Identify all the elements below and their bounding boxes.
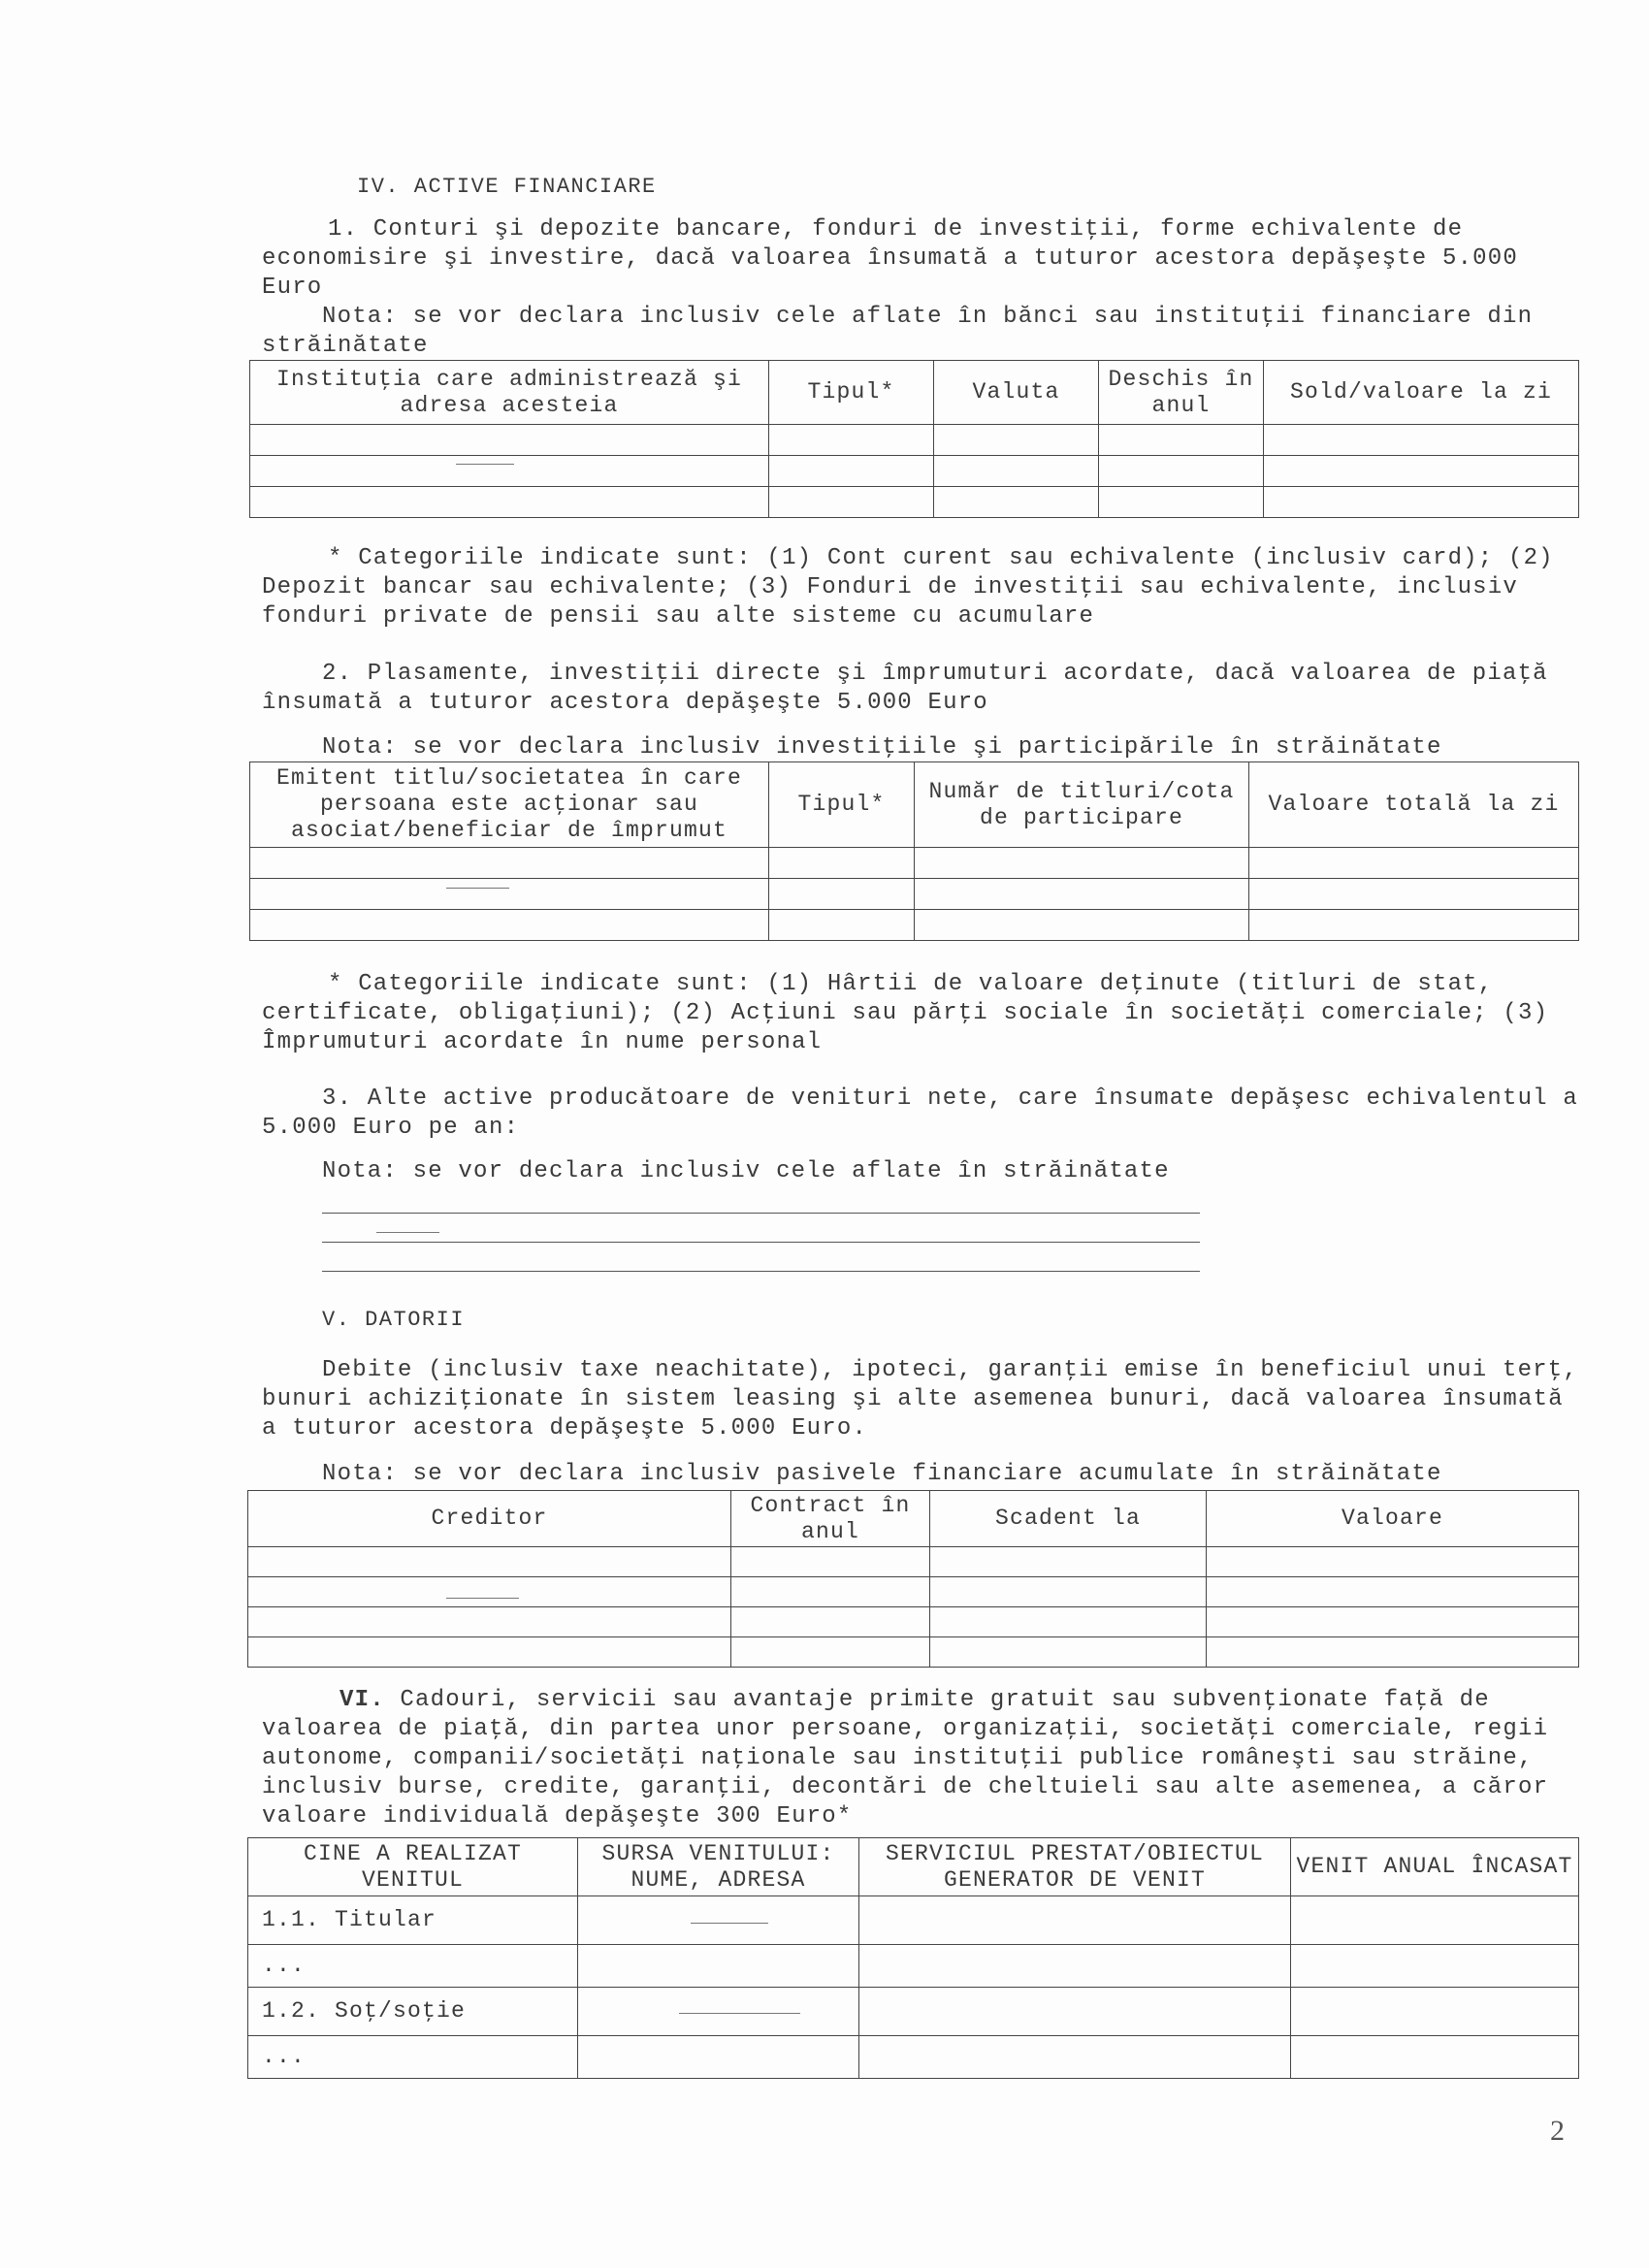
empty-marker-dash	[456, 464, 514, 465]
col-service: SERVICIUL PRESTAT/OBIECTUL GENERATOR DE VENIT	[859, 1838, 1291, 1896]
table-row	[248, 1988, 1579, 2036]
empty-marker-dash	[446, 888, 509, 889]
empty-marker-dash	[446, 1598, 519, 1599]
investments-table	[249, 761, 1579, 941]
section-vi-body: Cadouri, servicii sau avantaje primite gratuit sau subvenţionate faţă de valoarea de piaţă, din partea unor persoane, organizaţii, societăţi comerciale, regii autonome, companii/societăţi naţionale sau instituţii publice româneşti sau străine, inclusiv burse, credite, garanţii, decontări de cheltuieli sau alte asemenea, a căror valoare individuală depăşeşte 300 Euro*	[262, 1687, 1549, 1830]
blank-line	[322, 1242, 1200, 1243]
section-iv-item3-text: 3. Alte active producătoare de venituri nete, care însumate depăşesc echivalentul a 5.000 Euro pe an:	[262, 1085, 1578, 1141]
col-type: Tipul*	[769, 762, 915, 848]
table-row	[250, 425, 1579, 456]
table-row	[248, 1896, 1579, 1945]
section-iv-item1-footnote: * Categoriile indicate sunt: (1) Cont curent sau echivalente (inclusiv card); (2) Depozit bancar sau echivalente; (3) Fonduri de investiţii sau echivalente, inclusiv fonduri private de pensii sau alte sisteme cu acumulare	[262, 545, 1554, 630]
section-iv-item1-note: Nota: se vor declara inclusiv cele aflate în bănci sau instituţii financiare din străinătate	[262, 304, 1534, 359]
bank-accounts-table	[249, 360, 1579, 518]
row-label: ...	[248, 2036, 578, 2079]
section-v-title: V. DATORII	[322, 1308, 466, 1332]
col-value: Valoare	[1207, 1491, 1579, 1547]
blank-line	[322, 1271, 1200, 1272]
col-currency: Valuta	[934, 361, 1099, 425]
table-row	[250, 848, 1579, 879]
col-due-date: Scadent la	[930, 1491, 1207, 1547]
table-row	[248, 1547, 1579, 1577]
section-iv-item2-footnote: * Categoriile indicate sunt: (1) Hârtii de valoare deţinute (titluri de stat, certificate, obligaţiuni); (2) Acţiuni sau părţi sociale în societăţi comerciale; (3) Împrumuturi acordate în nume personal	[262, 971, 1549, 1055]
col-opened-year: Deschis în anul	[1099, 361, 1264, 425]
section-iv-item3-note: Nota: se vor declara inclusiv cele aflate în străinătate	[322, 1158, 1170, 1184]
col-contract-year: Contract în anul	[731, 1491, 930, 1547]
table-row	[248, 1577, 1579, 1607]
table-row	[248, 2036, 1579, 2079]
empty-marker-dash	[376, 1232, 439, 1233]
section-vi-text	[262, 1686, 1581, 1831]
section-iv-item2-text: 2. Plasamente, investiţii directe şi împrumuturi acordate, dacă valoarea de piaţă însumată a tuturor acestora depăşeşte 5.000 Euro	[262, 661, 1548, 716]
section-iv-item2-note: Nota: se vor declara inclusiv investiţiile şi participările în străinătate	[322, 734, 1442, 761]
empty-marker-dash	[679, 2013, 800, 2014]
row-label: 1.2. Soţ/soţie	[248, 1988, 578, 2036]
table-row	[248, 1945, 1579, 1988]
section-iv-title: IV. ACTIVE FINANCIARE	[357, 175, 657, 199]
col-total-value: Valoare totală la zi	[1249, 762, 1579, 848]
empty-marker-dash	[691, 1923, 768, 1924]
page-number: 2	[1550, 2115, 1565, 2147]
table-row	[248, 1637, 1579, 1668]
section-v-note: Nota: se vor declara inclusiv pasivele financiare acumulate în străinătate	[322, 1461, 1442, 1487]
col-income-source: SURSA VENITULUI: NUME, ADRESA	[578, 1838, 859, 1896]
section-vi-title: VI.	[340, 1687, 385, 1713]
gifts-table	[247, 1837, 1579, 2079]
col-creditor: Creditor	[248, 1491, 731, 1547]
table-row	[250, 456, 1579, 487]
section-iv-item1-text: 1. Conturi şi depozite bancare, fonduri de investiţii, forme echivalente de economisire şi investire, dacă valoarea însumată a tuturor acestora depăşeşte 5.000 Euro	[262, 216, 1518, 301]
row-label: ...	[248, 1945, 578, 1988]
row-label: 1.1. Titular	[248, 1896, 578, 1945]
table-row	[250, 910, 1579, 941]
col-type: Tipul*	[769, 361, 934, 425]
col-institution: Instituţia care administrează şi adresa acesteia	[250, 361, 769, 425]
debts-table	[247, 1490, 1579, 1668]
section-v-text: Debite (inclusiv taxe neachitate), ipoteci, garanţii emise în beneficiul unui terţ, bunuri achiziţionate în sistem leasing şi alte asemenea bunuri, dacă valoarea însumată a tuturor acestora depăşeşte 5.000 Euro.	[262, 1357, 1578, 1442]
table-row	[250, 879, 1579, 910]
table-row	[248, 1607, 1579, 1637]
col-shares: Număr de titluri/cota de participare	[915, 762, 1249, 848]
blank-line	[322, 1213, 1200, 1214]
table-row	[250, 487, 1579, 518]
col-annual-income: VENIT ANUAL ÎNCASAT	[1291, 1838, 1579, 1896]
col-recipient: CINE A REALIZAT VENITUL	[248, 1838, 578, 1896]
col-issuer: Emitent titlu/societatea în care persoana este acţionar sau asociat/beneficiar de împrumut	[250, 762, 769, 848]
col-balance: Sold/valoare la zi	[1264, 361, 1579, 425]
